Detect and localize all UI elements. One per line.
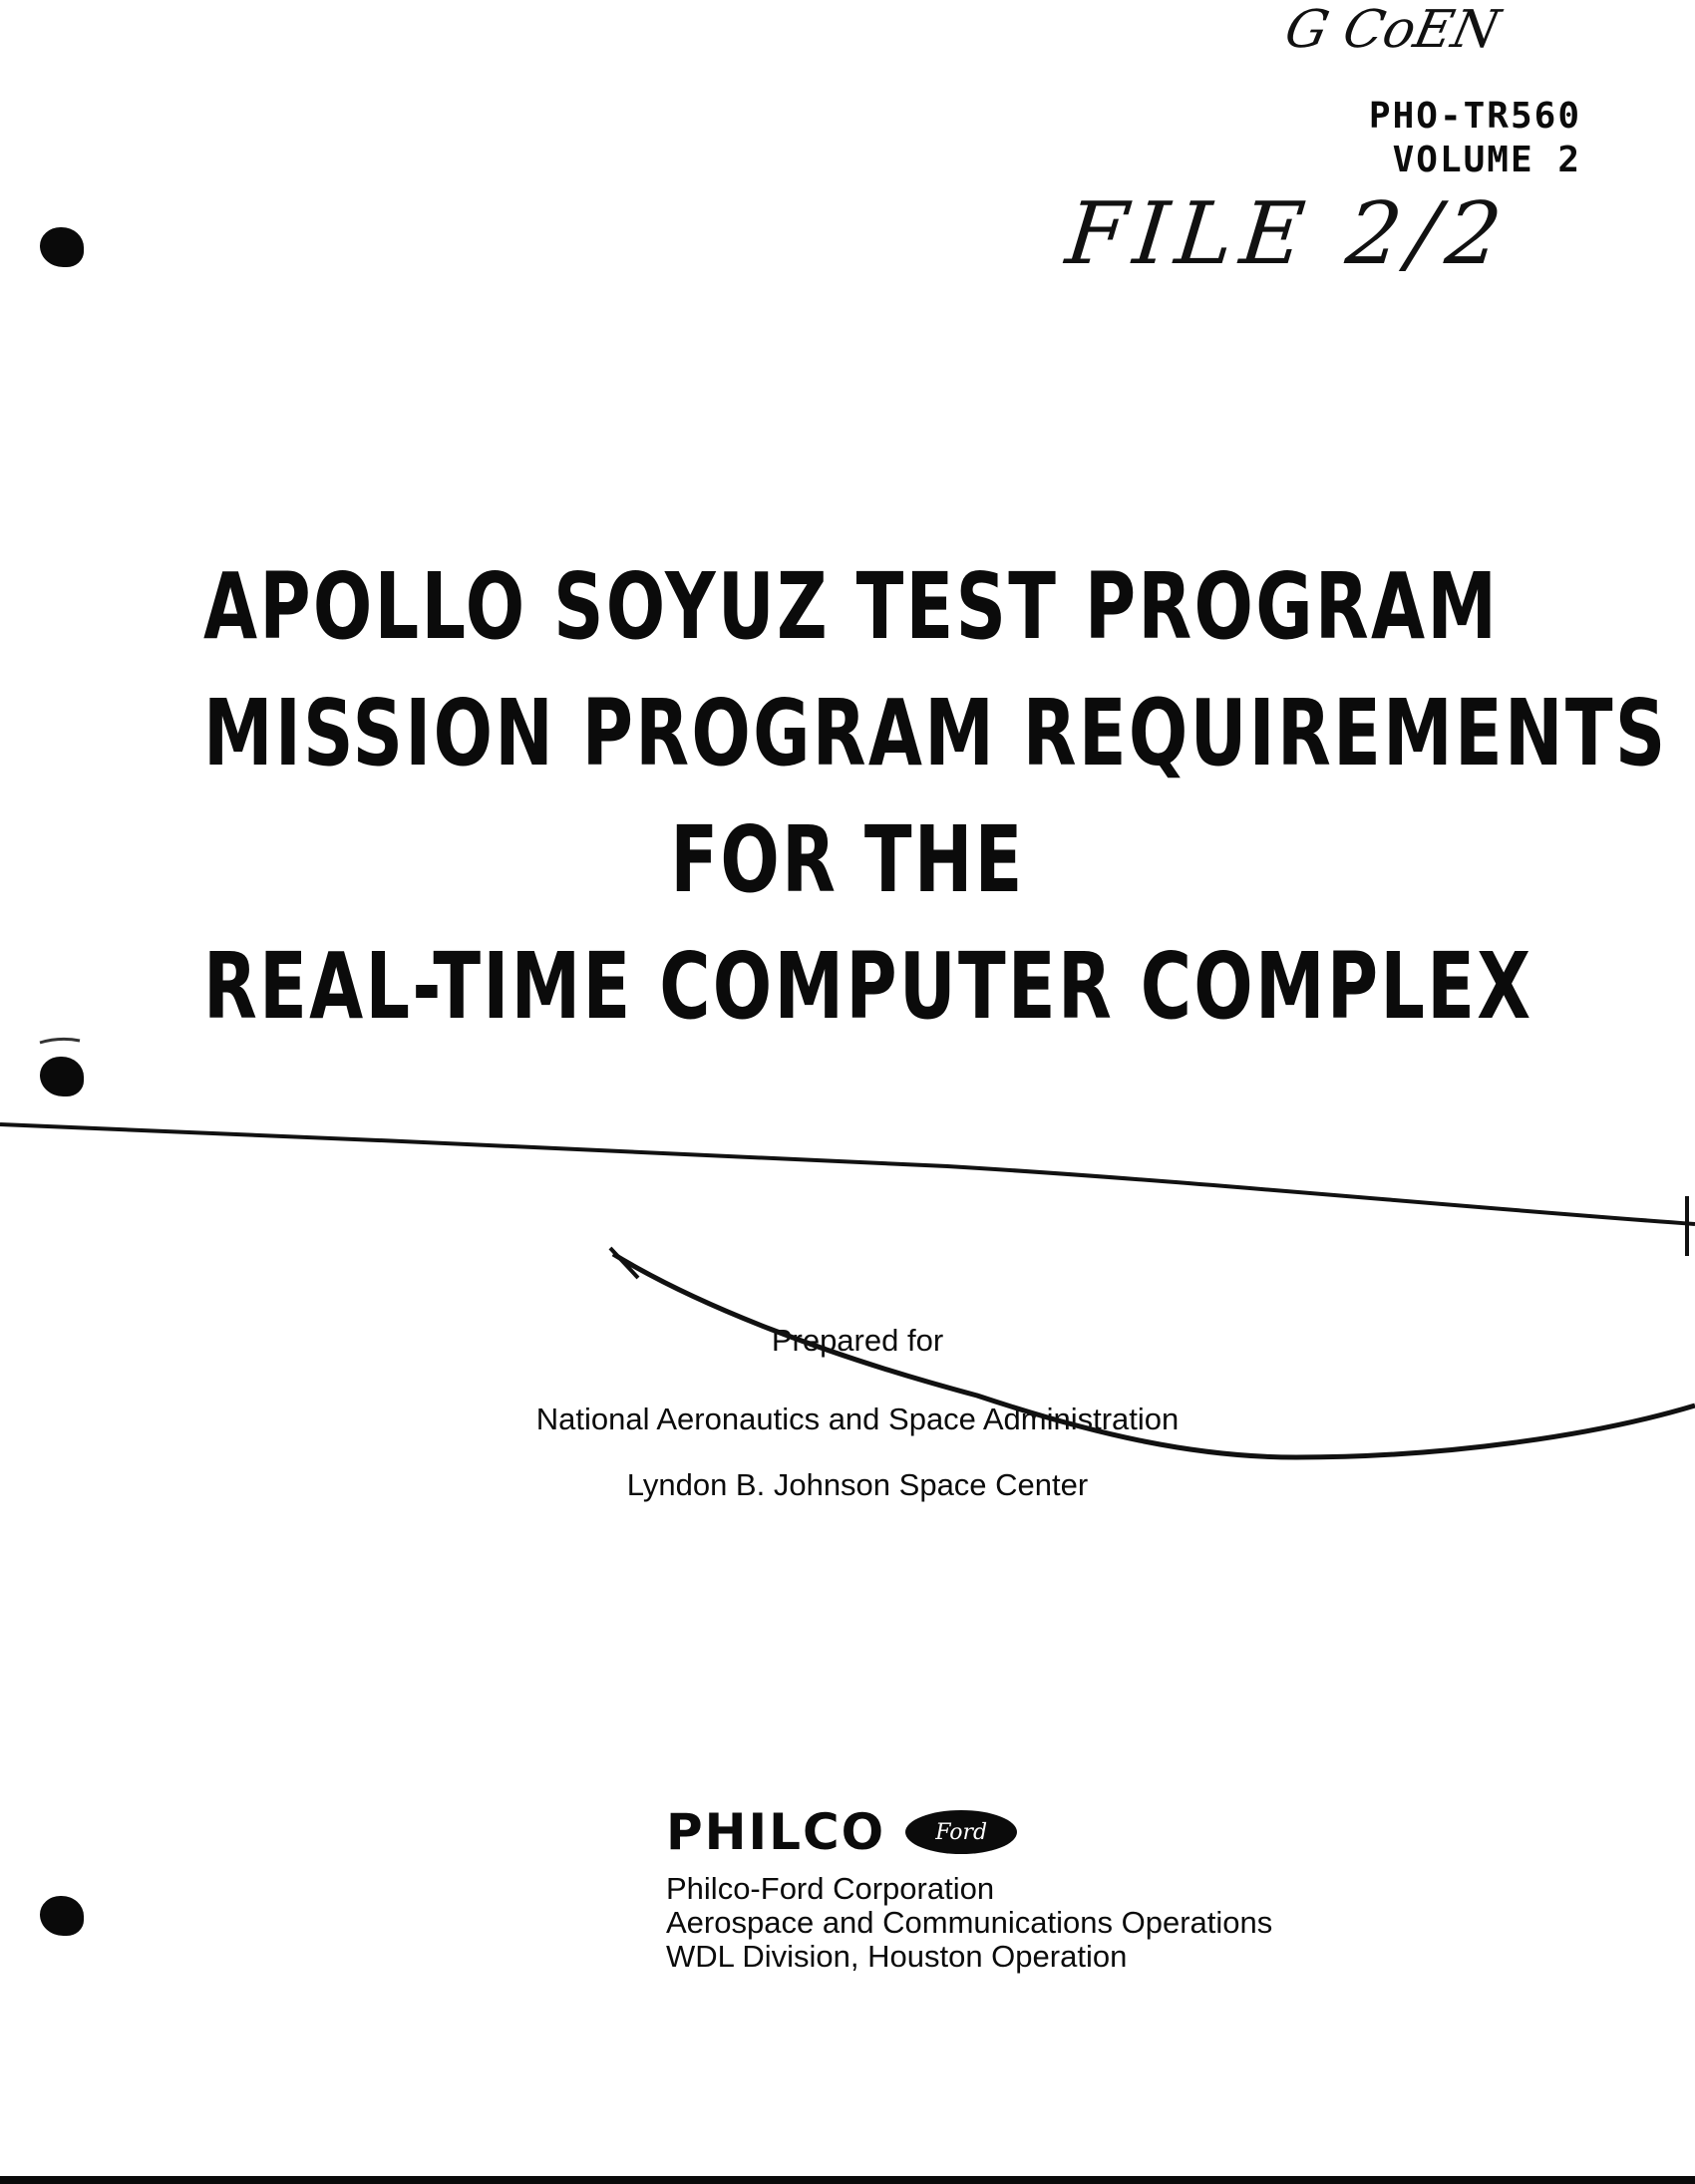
company-line: Philco-Ford Corporation (666, 1871, 995, 1906)
company-brand-row (666, 1802, 1272, 1862)
handwritten-file-note: FILE 2/2 (1061, 184, 1515, 284)
agency-name: National Aeronautics and Space Administration (535, 1402, 1180, 1436)
company-line: Aerospace and Communications Operations (666, 1905, 1273, 1940)
prepared-for-label: Prepared for (771, 1323, 944, 1358)
report-number: PHO-TR560 (1368, 96, 1581, 137)
handwritten-initials: G CoEN (1279, 0, 1506, 60)
title-line: REAL-TIME COMPUTER COMPLEX (203, 933, 1533, 1040)
ford-logo-icon: Ford (905, 1810, 1017, 1854)
title-line: APOLLO SOYUZ TEST PROGRAM (203, 553, 1500, 660)
company-brand-name: PHILCO (666, 1803, 886, 1861)
space-center-name: Lyndon B. Johnson Space Center (626, 1467, 1089, 1502)
report-volume: VOLUME 2 (1392, 140, 1581, 180)
title-line: FOR THE (670, 806, 1025, 913)
company-address (666, 1872, 1272, 1974)
company-line: WDL Division, Houston Operation (666, 1939, 1128, 1974)
company-block (666, 1802, 1272, 1974)
title-line: MISSION PROGRAM REQUIREMENTS (203, 680, 1668, 786)
scan-bottom-edge (0, 2176, 1695, 2184)
